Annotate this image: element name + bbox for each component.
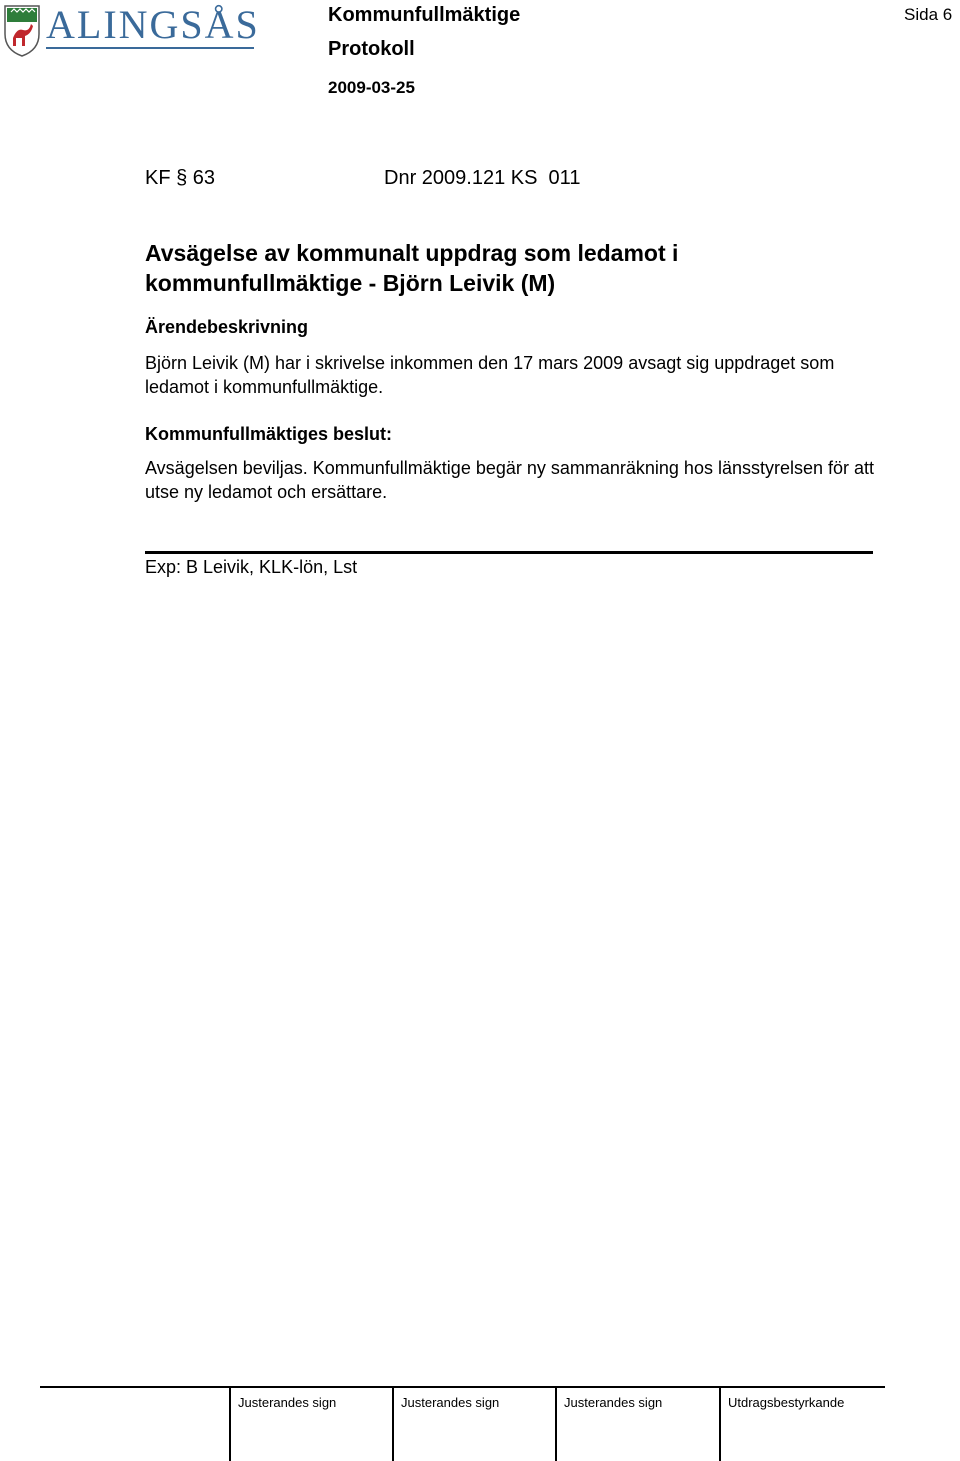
signature-table [40, 1386, 885, 1461]
signature-table-top-border [40, 1386, 885, 1388]
section-text-description: Björn Leivik (M) har i skrivelse inkommen den 17 mars 2009 avsagt sig uppdraget som ledamot i kommunfullmäktige. [145, 353, 835, 397]
signature-divider [392, 1386, 394, 1461]
document-type: Protokoll [328, 38, 415, 60]
logo-underline [46, 47, 254, 49]
paragraph-number: KF § 63 [145, 167, 216, 189]
divider [145, 551, 873, 554]
body-name: Kommunfullmäktige [328, 4, 521, 26]
signature-divider [555, 1386, 557, 1461]
section-heading-decision: Kommunfullmäktiges beslut: [145, 424, 393, 444]
logo-text: ALINGSÅS [46, 2, 260, 47]
signature-cell-label: Justerandes sign [564, 1395, 663, 1410]
page-title: Avsägelse av kommunalt uppdrag som ledamot i kommunfullmäktige - Björn Leivik (M) [145, 240, 679, 296]
municipality-logo [0, 0, 262, 62]
page-number: Sida 6 [904, 5, 953, 24]
certification-cell-label: Utdragsbestyrkande [728, 1395, 845, 1410]
signature-cell-label: Justerandes sign [401, 1395, 500, 1410]
section-text-decision: Avsägelsen beviljas. Kommunfullmäktige begär ny sammanräkning hos länsstyrelsen för att utse ny ledamot och ersättare. [145, 458, 875, 502]
signature-divider [719, 1386, 721, 1461]
signature-cell-label: Justerandes sign [238, 1395, 337, 1410]
signature-divider [229, 1386, 231, 1461]
section-heading-description: Ärendebeskrivning [145, 317, 309, 337]
coat-of-arms-icon [3, 4, 41, 58]
meeting-date: 2009-03-25 [328, 78, 415, 97]
diary-number: Dnr 2009.121 KS 011 [384, 167, 581, 189]
expedition-line: Exp: B Leivik, KLK-lön, Lst [145, 557, 358, 577]
